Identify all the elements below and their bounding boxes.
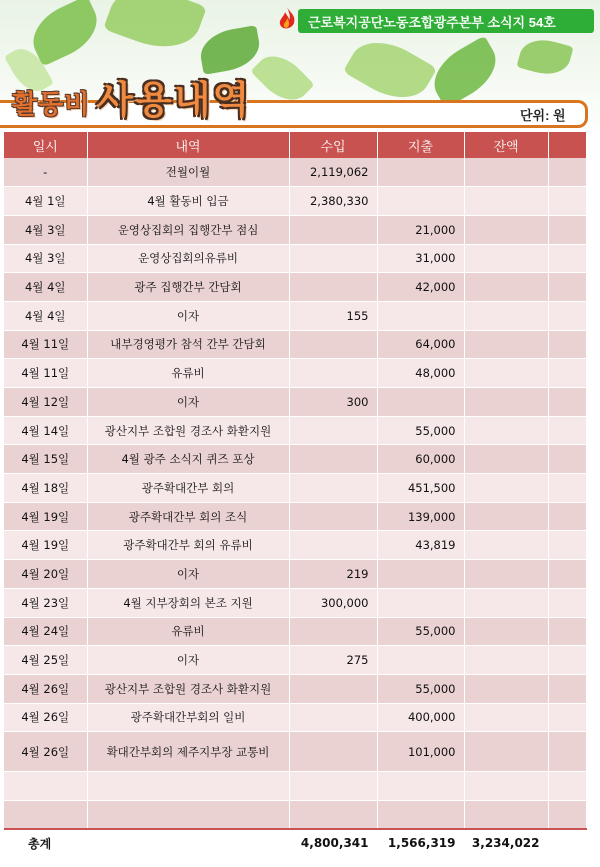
table-row bbox=[4, 674, 586, 703]
cell-date: 4월 3일 bbox=[4, 244, 87, 273]
cell-expense: 101,000 bbox=[377, 732, 464, 772]
cell-extra bbox=[548, 560, 586, 589]
cell-income bbox=[289, 703, 377, 732]
total-row bbox=[4, 829, 586, 857]
cell-balance bbox=[464, 617, 548, 646]
cell-extra bbox=[548, 301, 586, 330]
cell-extra bbox=[548, 330, 586, 359]
cell-expense: 64,000 bbox=[377, 330, 464, 359]
cell-empty bbox=[548, 772, 586, 801]
cell-date: 4월 20일 bbox=[4, 560, 87, 589]
cell-desc: 이자 bbox=[87, 388, 289, 417]
table-row bbox=[4, 646, 586, 675]
total-income: 4,800,341 bbox=[289, 829, 377, 857]
cell-empty bbox=[464, 772, 548, 801]
cell-extra bbox=[548, 359, 586, 388]
cell-balance bbox=[464, 646, 548, 675]
cell-expense: 31,000 bbox=[377, 244, 464, 273]
total-label: 총계 bbox=[4, 829, 87, 857]
table-row bbox=[4, 502, 586, 531]
empty-row bbox=[4, 800, 586, 829]
cell-date: 4월 1일 bbox=[4, 187, 87, 216]
table-row bbox=[4, 588, 586, 617]
cell-balance bbox=[464, 588, 548, 617]
cell-expense: 55,000 bbox=[377, 617, 464, 646]
table-row bbox=[4, 445, 586, 474]
cell-extra bbox=[548, 646, 586, 675]
ledger-table-wrap bbox=[4, 132, 586, 858]
cell-date: 4월 25일 bbox=[4, 646, 87, 675]
col-header-income: 수입 bbox=[289, 132, 377, 158]
cell-income: 300,000 bbox=[289, 588, 377, 617]
cell-income bbox=[289, 416, 377, 445]
cell-balance bbox=[464, 560, 548, 589]
cell-date: 4월 11일 bbox=[4, 330, 87, 359]
cell-desc: 4월 활동비 입금 bbox=[87, 187, 289, 216]
total-balance: 3,234,022 bbox=[464, 829, 548, 857]
cell-expense: 42,000 bbox=[377, 273, 464, 302]
cell-income bbox=[289, 674, 377, 703]
cell-extra bbox=[548, 502, 586, 531]
cell-expense: 451,500 bbox=[377, 474, 464, 503]
cell-income: 2,380,330 bbox=[289, 187, 377, 216]
cell-income bbox=[289, 359, 377, 388]
cell-desc: 광주확대간부회의 일비 bbox=[87, 703, 289, 732]
cell-expense: 21,000 bbox=[377, 215, 464, 244]
cell-extra bbox=[548, 474, 586, 503]
cell-balance bbox=[464, 416, 548, 445]
leaf-decoration bbox=[516, 34, 573, 80]
cell-expense: 139,000 bbox=[377, 502, 464, 531]
cell-balance bbox=[464, 359, 548, 388]
table-row bbox=[4, 474, 586, 503]
cell-expense bbox=[377, 560, 464, 589]
cell-balance bbox=[464, 445, 548, 474]
leaf-decoration bbox=[103, 0, 207, 60]
table-row bbox=[4, 531, 586, 560]
cell-balance bbox=[464, 158, 548, 187]
cell-income: 219 bbox=[289, 560, 377, 589]
cell-desc: 광주확대간부 회의 유류비 bbox=[87, 531, 289, 560]
cell-date: 4월 4일 bbox=[4, 301, 87, 330]
cell-balance bbox=[464, 215, 548, 244]
table-row bbox=[4, 244, 586, 273]
cell-empty bbox=[548, 800, 586, 829]
cell-expense: 55,000 bbox=[377, 416, 464, 445]
cell-date: 4월 11일 bbox=[4, 359, 87, 388]
cell-balance bbox=[464, 703, 548, 732]
cell-expense bbox=[377, 646, 464, 675]
leaf-decoration bbox=[424, 35, 507, 108]
cell-date: 4월 26일 bbox=[4, 732, 87, 772]
cell-balance bbox=[464, 187, 548, 216]
cell-empty bbox=[289, 772, 377, 801]
cell-expense: 60,000 bbox=[377, 445, 464, 474]
cell-extra bbox=[548, 388, 586, 417]
cell-date: - bbox=[4, 158, 87, 187]
col-header-extra bbox=[548, 132, 586, 158]
cell-income: 2,119,062 bbox=[289, 158, 377, 187]
cell-balance bbox=[464, 674, 548, 703]
table-row bbox=[4, 158, 586, 187]
cell-desc: 유류비 bbox=[87, 617, 289, 646]
cell-income bbox=[289, 474, 377, 503]
cell-empty bbox=[377, 800, 464, 829]
cell-empty bbox=[4, 772, 87, 801]
cell-expense: 55,000 bbox=[377, 674, 464, 703]
cell-empty bbox=[464, 800, 548, 829]
total-extra bbox=[548, 829, 586, 857]
cell-extra bbox=[548, 674, 586, 703]
col-header-date: 일시 bbox=[4, 132, 87, 158]
cell-date: 4월 12일 bbox=[4, 388, 87, 417]
table-row bbox=[4, 187, 586, 216]
cell-extra bbox=[548, 617, 586, 646]
page-title-small: 활동비 bbox=[12, 90, 91, 120]
cell-income bbox=[289, 330, 377, 359]
cell-desc: 4월 광주 소식지 퀴즈 포상 bbox=[87, 445, 289, 474]
col-header-expense: 지출 bbox=[377, 132, 464, 158]
cell-date: 4월 4일 bbox=[4, 273, 87, 302]
cell-income bbox=[289, 273, 377, 302]
cell-income bbox=[289, 445, 377, 474]
cell-date: 4월 3일 bbox=[4, 215, 87, 244]
cell-desc: 광주 집행간부 간담회 bbox=[87, 273, 289, 302]
cell-balance bbox=[464, 531, 548, 560]
cell-balance bbox=[464, 502, 548, 531]
header-banner bbox=[0, 0, 600, 135]
table-body bbox=[4, 158, 586, 857]
cell-extra bbox=[548, 703, 586, 732]
cell-date: 4월 18일 bbox=[4, 474, 87, 503]
cell-desc: 4월 지부장회의 본조 지원 bbox=[87, 588, 289, 617]
cell-income bbox=[289, 531, 377, 560]
cell-empty bbox=[4, 800, 87, 829]
flame-icon bbox=[276, 6, 298, 32]
cell-expense: 48,000 bbox=[377, 359, 464, 388]
cell-balance bbox=[464, 474, 548, 503]
cell-date: 4월 26일 bbox=[4, 703, 87, 732]
cell-expense bbox=[377, 588, 464, 617]
cell-balance bbox=[464, 273, 548, 302]
table-row bbox=[4, 703, 586, 732]
unit-label: 단위: 원 bbox=[520, 108, 566, 123]
cell-expense: 43,819 bbox=[377, 531, 464, 560]
cell-extra bbox=[548, 732, 586, 772]
table-row bbox=[4, 273, 586, 302]
cell-income: 275 bbox=[289, 646, 377, 675]
cell-date: 4월 23일 bbox=[4, 588, 87, 617]
cell-income: 155 bbox=[289, 301, 377, 330]
cell-expense bbox=[377, 187, 464, 216]
cell-extra bbox=[548, 416, 586, 445]
cell-income bbox=[289, 502, 377, 531]
cell-extra bbox=[548, 445, 586, 474]
cell-extra bbox=[548, 588, 586, 617]
cell-desc: 광주확대간부 회의 bbox=[87, 474, 289, 503]
cell-date: 4월 14일 bbox=[4, 416, 87, 445]
table-row bbox=[4, 560, 586, 589]
cell-empty bbox=[377, 772, 464, 801]
cell-extra bbox=[548, 273, 586, 302]
page-title-big: 사용내역 bbox=[96, 78, 252, 122]
col-header-balance: 잔액 bbox=[464, 132, 548, 158]
cell-income bbox=[289, 215, 377, 244]
cell-desc: 확대간부회의 제주지부장 교통비 bbox=[87, 732, 289, 772]
table-row bbox=[4, 359, 586, 388]
table-row bbox=[4, 301, 586, 330]
table-row bbox=[4, 617, 586, 646]
cell-income bbox=[289, 244, 377, 273]
cell-desc: 유류비 bbox=[87, 359, 289, 388]
issue-tag: 근로복지공단노동조합광주본부 소식지 54호 bbox=[298, 9, 594, 33]
cell-date: 4월 19일 bbox=[4, 502, 87, 531]
cell-income bbox=[289, 732, 377, 772]
cell-date: 4월 15일 bbox=[4, 445, 87, 474]
cell-extra bbox=[548, 158, 586, 187]
cell-desc: 이자 bbox=[87, 646, 289, 675]
cell-empty bbox=[289, 800, 377, 829]
cell-empty bbox=[87, 772, 289, 801]
cell-income bbox=[289, 617, 377, 646]
empty-row bbox=[4, 772, 586, 801]
cell-desc: 광산지부 조합원 경조사 화환지원 bbox=[87, 416, 289, 445]
cell-desc: 광주확대간부 회의 조식 bbox=[87, 502, 289, 531]
cell-balance bbox=[464, 732, 548, 772]
cell-balance bbox=[464, 301, 548, 330]
cell-expense bbox=[377, 388, 464, 417]
total-desc-empty bbox=[87, 829, 289, 857]
cell-balance bbox=[464, 330, 548, 359]
cell-balance bbox=[464, 388, 548, 417]
cell-desc: 이자 bbox=[87, 301, 289, 330]
cell-empty bbox=[87, 800, 289, 829]
cell-date: 4월 19일 bbox=[4, 531, 87, 560]
cell-extra bbox=[548, 531, 586, 560]
cell-desc: 광산지부 조합원 경조사 화환지원 bbox=[87, 674, 289, 703]
cell-date: 4월 24일 bbox=[4, 617, 87, 646]
cell-expense bbox=[377, 301, 464, 330]
cell-desc: 내부경영평가 참석 간부 간담회 bbox=[87, 330, 289, 359]
col-header-desc: 내역 bbox=[87, 132, 289, 158]
table-row bbox=[4, 330, 586, 359]
total-expense: 1,566,319 bbox=[377, 829, 464, 857]
cell-extra bbox=[548, 187, 586, 216]
cell-income: 300 bbox=[289, 388, 377, 417]
table-row bbox=[4, 732, 586, 772]
page-title bbox=[12, 78, 252, 122]
cell-desc: 전월이월 bbox=[87, 158, 289, 187]
cell-extra bbox=[548, 215, 586, 244]
cell-desc: 운영상집회의유류비 bbox=[87, 244, 289, 273]
cell-date: 4월 26일 bbox=[4, 674, 87, 703]
cell-desc: 운영상집회의 집행간부 점심 bbox=[87, 215, 289, 244]
table-row bbox=[4, 416, 586, 445]
table-row bbox=[4, 388, 586, 417]
cell-extra bbox=[548, 244, 586, 273]
cell-expense bbox=[377, 158, 464, 187]
cell-balance bbox=[464, 244, 548, 273]
ledger-table bbox=[4, 132, 587, 858]
table-row bbox=[4, 215, 586, 244]
cell-expense: 400,000 bbox=[377, 703, 464, 732]
cell-desc: 이자 bbox=[87, 560, 289, 589]
table-header-row bbox=[4, 132, 586, 158]
